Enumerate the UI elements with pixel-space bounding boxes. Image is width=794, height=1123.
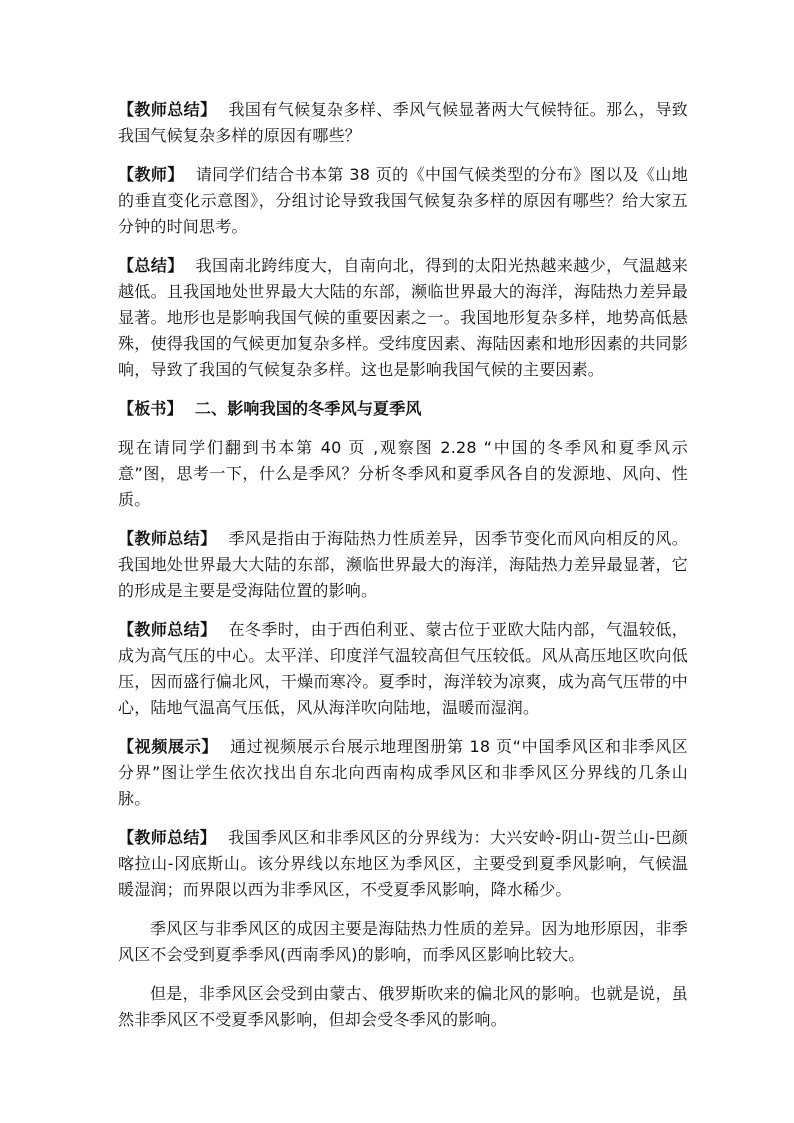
paragraph-tag: 【视频展示】 <box>118 737 219 756</box>
paragraph-text: 但是，非季风区会受到由蒙古、俄罗斯吹来的偏北风的影响。也就是说，虽然非季风区不受夏季风影响，但却会受冬季风的影响。 <box>118 984 688 1029</box>
paragraph-text: 请同学们结合书本第 38 页的《中国气候类型的分布》图以及《山地的垂直变化示意图》，分组讨论导致我国气候复杂多样的原因有哪些？给大家五分钟的时间思考。 <box>118 165 688 236</box>
paragraph-tag: 【教师】 <box>118 165 184 184</box>
paragraph-monsoon-cause <box>118 916 688 968</box>
paragraph-text: 现在请同学们翻到书本第 40 页 ,观察图 2.28 “中国的冬季风和夏季风示意”图，思考一下，什么是季风？分析冬季风和夏季风各自的发源地、风向、性质。 <box>118 438 688 509</box>
paragraph-non-monsoon-note <box>118 981 688 1033</box>
paragraph-tag: 【教师总结】 <box>118 620 217 639</box>
paragraph-tag: 【教师总结】 <box>118 828 217 847</box>
paragraph-teacher-summary-2 <box>118 526 688 604</box>
section-heading: 二、影响我国的冬季风与夏季风 <box>194 399 422 418</box>
paragraph-tag: 【总结】 <box>118 256 184 275</box>
paragraph-instruction <box>118 435 688 513</box>
paragraph-tag: 【教师总结】 <box>118 100 217 119</box>
paragraph-video-display <box>118 734 688 812</box>
paragraph-text: 季风是指由于海陆热力性质差异，因季节变化而风向相反的风。我国地处世界最大大陆的东部，濒临世界最大的海洋，海陆热力差异最显著，它的形成是主要是受海陆位置的影响。 <box>118 529 688 600</box>
paragraph-teacher-summary-1 <box>118 97 688 149</box>
paragraph-teacher-summary-4 <box>118 825 688 903</box>
paragraph-teacher <box>118 162 688 240</box>
paragraph-tag: 【教师总结】 <box>118 529 217 548</box>
paragraph-blackboard-heading <box>118 396 688 422</box>
paragraph-text: 在冬季时，由于西伯利亚、蒙古位于亚欧大陆内部，气温较低，成为高气压的中心。太平洋、印度洋气温较高但气压较低。风从高压地区吹向低压，因而盛行偏北风，干燥而寒冷。夏季时，海洋较为凉爽，成为高气压带的中心，陆地气温高气压低，风从海洋吹向陆地，温暖而湿润。 <box>118 620 688 717</box>
document-page <box>118 97 688 1046</box>
paragraph-tag: 【板书】 <box>118 399 183 418</box>
paragraph-text: 我国有气候复杂多样、季风气候显著两大气候特征。那么，导致我国气候复杂多样的原因有哪些？ <box>118 100 688 145</box>
paragraph-text: 通过视频展示台展示地理图册第 18 页“中国季风区和非季风区分界”图让学生依次找出自东北向西南构成季风区和非季风区分界线的几条山脉。 <box>118 737 688 808</box>
paragraph-summary <box>118 253 688 383</box>
paragraph-text: 季风区与非季风区的成因主要是海陆热力性质的差异。因为地形原因，非季风区不会受到夏季季风(西南季风)的影响，而季风区影响比较大。 <box>118 919 688 964</box>
paragraph-teacher-summary-3 <box>118 617 688 721</box>
paragraph-text: 我国南北跨纬度大，自南向北，得到的太阳光热越来越少，气温越来越低。且我国地处世界最大大陆的东部，濒临世界最大的海洋，海陆热力差异最显著。地形也是影响我国气候的重要因素之一。我国地形复杂多样，地势高低悬殊，使得我国的气候更加复杂多样。受纬度因素、海陆因素和地形因素的共同影响，导致了我国的气候复杂多样。这也是影响我国气候的主要因素。 <box>118 256 688 379</box>
paragraph-text: 我国季风区和非季风区的分界线为：大兴安岭-阴山-贺兰山-巴颜喀拉山-冈底斯山。该分界线以东地区为季风区，主要受到夏季风影响，气候温暖湿润；而界限以西为非季风区，不受夏季风影响，降水稀少。 <box>118 828 688 899</box>
